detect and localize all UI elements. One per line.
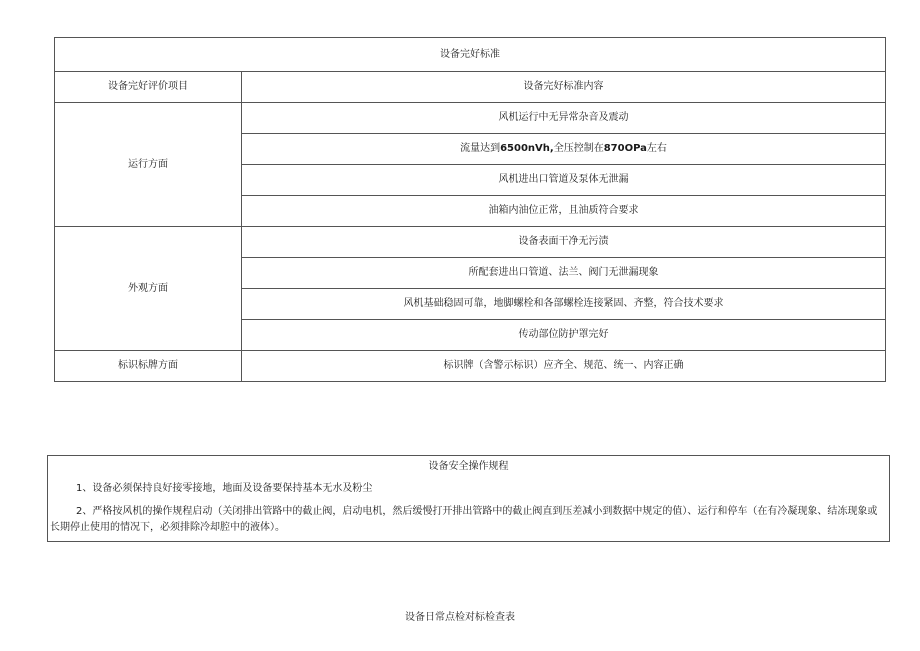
category-operation: 运行方面 xyxy=(55,103,242,227)
equipment-standard-table xyxy=(54,37,886,382)
flow-value: 6500nVh, xyxy=(500,143,554,154)
procedure-item-number: 2、 xyxy=(76,506,93,517)
procedure-item-text: 严格按风机的操作规程启动（关闭排出管路中的截止阀，启动电机，然后缓慢打开排出管路中的截止阀直到压差减小到数据中规定的值）、运行和停车（在有冷凝现象、结冻现象或长期停止使用的情况下，必须排除冷却腔中的液体）。 xyxy=(50,506,878,533)
category-signage: 标识标牌方面 xyxy=(55,351,242,382)
procedure-item-text: 设备必须保持良好接零接地，地面及设备要保持基本无水及粉尘 xyxy=(92,483,373,494)
header-standard-content: 设备完好标准内容 xyxy=(242,72,886,103)
procedure-item-number: 1、 xyxy=(76,483,93,494)
procedure-title: 设备安全操作规程 xyxy=(428,461,509,472)
flow-text-e: 左右 xyxy=(646,143,667,154)
checklist-title: 设备日常点检对标检查表 xyxy=(405,612,515,623)
table-row xyxy=(55,103,886,134)
safety-procedure-box xyxy=(47,455,890,542)
table-row xyxy=(55,351,886,382)
standard-item: 风机基础稳固可靠，地脚螺栓和各部螺栓连接紧固、齐整，符合技术要求 xyxy=(242,289,886,320)
table-row xyxy=(55,227,886,258)
flow-text-c: 全压控制在 xyxy=(553,143,604,154)
standard-item: 风机运行中无异常杂音及震动 xyxy=(242,103,886,134)
procedure-item-2 xyxy=(48,504,889,536)
standard-item-flow xyxy=(242,134,886,165)
standard-item: 所配套进出口管道、法兰、阀门无泄漏现象 xyxy=(242,258,886,289)
header-evaluation-item: 设备完好评价项目 xyxy=(55,72,242,103)
pressure-value: 870OPa xyxy=(603,143,647,154)
standard-item: 风机进出口管道及泵体无泄漏 xyxy=(242,165,886,196)
standard-item: 油箱内油位正常，且油质符合要求 xyxy=(242,196,886,227)
standard-item: 传动部位防护罩完好 xyxy=(242,320,886,351)
procedure-item-1 xyxy=(48,481,889,497)
standard-item: 设备表面干净无污渍 xyxy=(242,227,886,258)
table-title: 设备完好标准 xyxy=(55,38,886,72)
flow-text-a: 流量达到 xyxy=(460,143,501,154)
standard-item: 标识牌（含警示标识）应齐全、规范、统一、内容正确 xyxy=(242,351,886,382)
category-appearance: 外观方面 xyxy=(55,227,242,351)
